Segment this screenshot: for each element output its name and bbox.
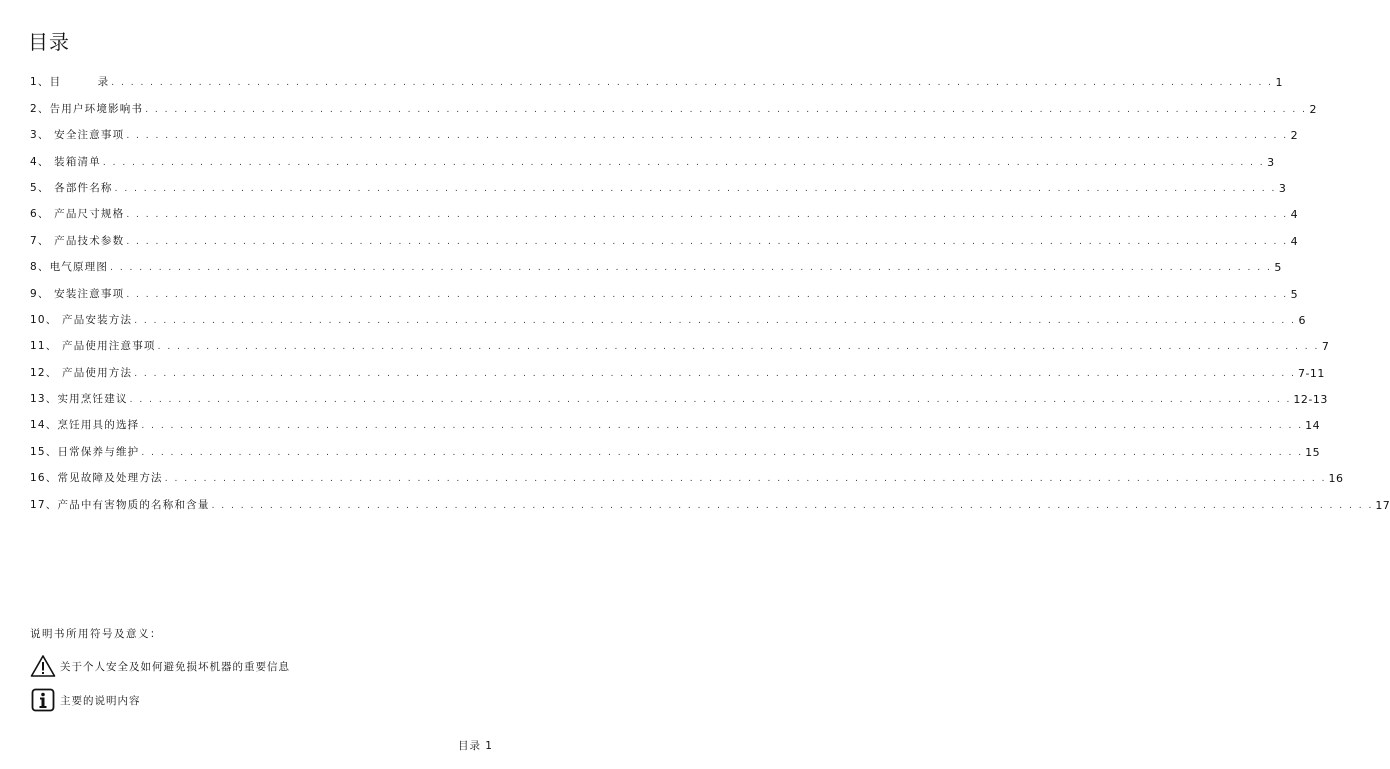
symbols-heading: 说明书所用符号及意义： (30, 628, 162, 640)
toc-leader-dots: . . . . . . . . . . . . . . . . . . . . . . . . . . . . . . . . . . . . . . . . . . . . . . . . . . . . . . . . . . . . . . . . . . . . . . . . . . . . . . . . . . . . . . . . . . . . . . . . . . . . . . . . . . . . . . . . . . . . . . . . (134, 315, 1296, 326)
toc-leader-dots: . . . . . . . . . . . . . . . . . . . . . . . . . . . . . . . . . . . . . . . . . . . . . . . . . . . . . . . . . . . . . . . . . . . . . . . . . . . . . . . . . . . . . . . . . . . . . . . . . . . . . . . . . . . . . . . . . . . . . . . . (141, 421, 1304, 432)
toc-label: 12、 产品使用方法 (30, 366, 133, 379)
symbol-info-text: 主要的说明内容 (60, 694, 141, 707)
page-footer: 目录 1 (457, 740, 493, 752)
toc-row (30, 221, 1299, 248)
toc-leader-dots: . . . . . . . . . . . . . . . . . . . . . . . . . . . . . . . . . . . . . . . . . . . . . . . . . . . . . . . . . . . . . . . . . . . . . . . . . . . . . . . . . . . . . . . . . . . . . . . . . . . . . . . . . . . . . . . . . . . . . . . . (126, 236, 1289, 247)
toc-label: 1、目 录 (30, 76, 110, 89)
toc-page-number: 7 (1321, 340, 1330, 354)
symbols-legend (30, 626, 470, 721)
toc-leader-dots: . . . . . . . . . . . . . . . . . . . . . . . . . . . . . . . . . . . . . . . . . . . . . . . . . . . . . . . . . . . . . . . . . . . . . . . . . . . . . . . . . . . . . . . . . . . . . . . . . . . . . . . . . . . . . . . . . . . . . . . . (134, 368, 1296, 379)
symbol-warning-text: 关于个人安全及如何避免损坏机器的重要信息 (60, 660, 290, 673)
toc-page-number: 6 (1298, 313, 1306, 327)
toc-label: 14、烹饪用具的选择 (30, 419, 140, 432)
toc-leader-dots: . . . . . . . . . . . . . . . . . . . . . . . . . . . . . . . . . . . . . . . . . . . . . . . . . . . . . . . . . . . . . . . . . . . . . . . . . . . . . . . . . . . . . . . . . . . . . . . . . . . . . . . . . . . . . . . . . . . . . . . . (114, 183, 1277, 194)
toc-label: 10、 产品安装方法 (30, 313, 133, 326)
symbol-row-warning (30, 653, 470, 679)
toc-leader-dots: . . . . . . . . . . . . . . . . . . . . . . . . . . . . . . . . . . . . . . . . . . . . . . . . . . . . . . . . . . . . . . . . . . . . . . . . . . . . . . . . . . . . . . . . . . . . . . . . . . . . . . . . . . . . . . . . . . . . . . . . (126, 210, 1289, 221)
toc-label: 8、电气原理图 (30, 261, 109, 274)
toc-label: 4、 装箱清单 (30, 155, 101, 168)
warning-triangle-icon (30, 654, 56, 678)
toc-label: 2、告用户环境影响书 (30, 102, 144, 115)
toc-leader-dots: . . . . . . . . . . . . . . . . . . . . . . . . . . . . . . . . . . . . . . . . . . . . . . . . . . . . . . . . . . . . . . . . . . . . . . . . . . . . . . . . . . . . . . . . . . . . . . . . . . . . . . . . . . . . . . . . . . . . . . . . (145, 104, 1307, 115)
table-of-contents (30, 63, 1390, 512)
toc-page-number: 4 (1290, 234, 1299, 248)
toc-row (30, 432, 1321, 459)
toc-page-number: 5 (1274, 261, 1282, 275)
toc-page-number: 15 (1305, 445, 1321, 459)
page-title: 目录 (28, 30, 70, 54)
toc-label: 15、日常保养与维护 (30, 445, 140, 458)
toc-label: 7、 产品技术参数 (30, 234, 125, 247)
toc-page-number: 7-11 (1297, 366, 1325, 380)
toc-page-number: 17 (1375, 498, 1390, 512)
toc-row (30, 353, 1325, 380)
toc-leader-dots: . . . . . . . . . . . . . . . . . . . . . . . . . . . . . . . . . . . . . . . . . . . . . . . . . . . . . . . . . . . . . . . . . . . . . . . . . . . . . . . . . . . . . . . . . . . . . . . . . . . . . . . . . . . . . . . . . . . . . . . . (211, 500, 1374, 511)
toc-row (30, 406, 1321, 433)
toc-label: 3、 安全注意事项 (30, 129, 125, 142)
toc-label: 5、 各部件名称 (30, 181, 113, 194)
toc-leader-dots: . . . . . . . . . . . . . . . . . . . . . . . . . . . . . . . . . . . . . . . . . . . . . . . . . . . . . . . . . . . . . . . . . . . . . . . . . . . . . . . . . . . . . . . . . . . . . . . . . . . . . . . . . . . . . . . . . . . . . . . . (164, 474, 1327, 485)
toc-leader-dots: . . . . . . . . . . . . . . . . . . . . . . . . . . . . . . . . . . . . . . . . . . . . . . . . . . . . . . . . . . . . . . . . . . . . . . . . . . . . . . . . . . . . . . . . . . . . . . . . . . . . . . . . . . . . . . . . . . . . . . . . (110, 263, 1272, 274)
toc-page-number: 16 (1328, 472, 1344, 486)
toc-row (30, 301, 1306, 327)
toc-row (30, 169, 1287, 195)
toc-page-number: 14 (1305, 419, 1321, 433)
symbol-row-info (30, 687, 470, 713)
toc-row (30, 89, 1317, 116)
toc-row (30, 459, 1344, 486)
info-box-icon (30, 688, 56, 712)
toc-label: 16、常见故障及处理方法 (30, 472, 163, 485)
toc-row (30, 274, 1299, 301)
toc-row (30, 485, 1390, 512)
toc-row (30, 195, 1299, 222)
toc-page-number: 2 (1290, 129, 1299, 143)
toc-row (30, 248, 1282, 275)
toc-label: 6、 产品尺寸规格 (30, 208, 125, 221)
toc-row (30, 116, 1299, 143)
toc-leader-dots: . . . . . . . . . . . . . . . . . . . . . . . . . . . . . . . . . . . . . . . . . . . . . . . . . . . . . . . . . . . . . . . . . . . . . . . . . . . . . . . . . . . . . . . . . . . . . . . . . . . . . . . . . . . . . . . . . . . . . . . . (141, 447, 1304, 458)
toc-label: 13、实用烹饪建议 (30, 393, 128, 406)
toc-page-number: 12-13 (1293, 393, 1328, 407)
toc-leader-dots: . . . . . . . . . . . . . . . . . . . . . . . . . . . . . . . . . . . . . . . . . . . . . . . . . . . . . . . . . . . . . . . . . . . . . . . . . . . . . . . . . . . . . . . . . . . . . . . . . . . . . . . . . . . . . . . . . . . . . . . . (102, 157, 1265, 168)
toc-label: 11、 产品使用注意事项 (30, 340, 156, 353)
toc-leader-dots: . . . . . . . . . . . . . . . . . . . . . . . . . . . . . . . . . . . . . . . . . . . . . . . . . . . . . . . . . . . . . . . . . . . . . . . . . . . . . . . . . . . . . . . . . . . . . . . . . . . . . . . . . . . . . . . . . . . . . . . . (126, 289, 1289, 300)
toc-leader-dots: . . . . . . . . . . . . . . . . . . . . . . . . . . . . . . . . . . . . . . . . . . . . . . . . . . . . . . . . . . . . . . . . . . . . . . . . . . . . . . . . . . . . . . . . . . . . . . . . . . . . . . . . . . . . . . . . . . . . . . . . (126, 131, 1289, 142)
toc-page-number: 2 (1309, 102, 1317, 116)
toc-row (30, 380, 1328, 407)
toc-page-number: 1 (1275, 76, 1284, 90)
toc-page-number: 3 (1278, 181, 1287, 195)
toc-page-number: 4 (1290, 208, 1299, 222)
toc-row (30, 327, 1330, 354)
toc-leader-dots: . . . . . . . . . . . . . . . . . . . . . . . . . . . . . . . . . . . . . . . . . . . . . . . . . . . . . . . . . . . . . . . . . . . . . . . . . . . . . . . . . . . . . . . . . . . . . . . . . . . . . . . . . . . . . . . . . . . . . . . . (129, 395, 1292, 406)
toc-label: 17、产品中有害物质的名称和含量 (30, 498, 210, 511)
toc-label: 9、 安装注意事项 (30, 287, 125, 300)
toc-row (30, 142, 1275, 169)
toc-leader-dots: . . . . . . . . . . . . . . . . . . . . . . . . . . . . . . . . . . . . . . . . . . . . . . . . . . . . . . . . . . . . . . . . . . . . . . . . . . . . . . . . . . . . . . . . . . . . . . . . . . . . . . . . . . . . . . . . . . . . . . . . (157, 342, 1320, 353)
toc-row (30, 63, 1284, 90)
toc-page-number: 3 (1267, 155, 1275, 169)
toc-page-number: 5 (1290, 287, 1299, 301)
toc-leader-dots: . . . . . . . . . . . . . . . . . . . . . . . . . . . . . . . . . . . . . . . . . . . . . . . . . . . . . . . . . . . . . . . . . . . . . . . . . . . . . . . . . . . . . . . . . . . . . . . . . . . . . . . . . . . . . . . . . . . . . . . . (111, 78, 1274, 89)
